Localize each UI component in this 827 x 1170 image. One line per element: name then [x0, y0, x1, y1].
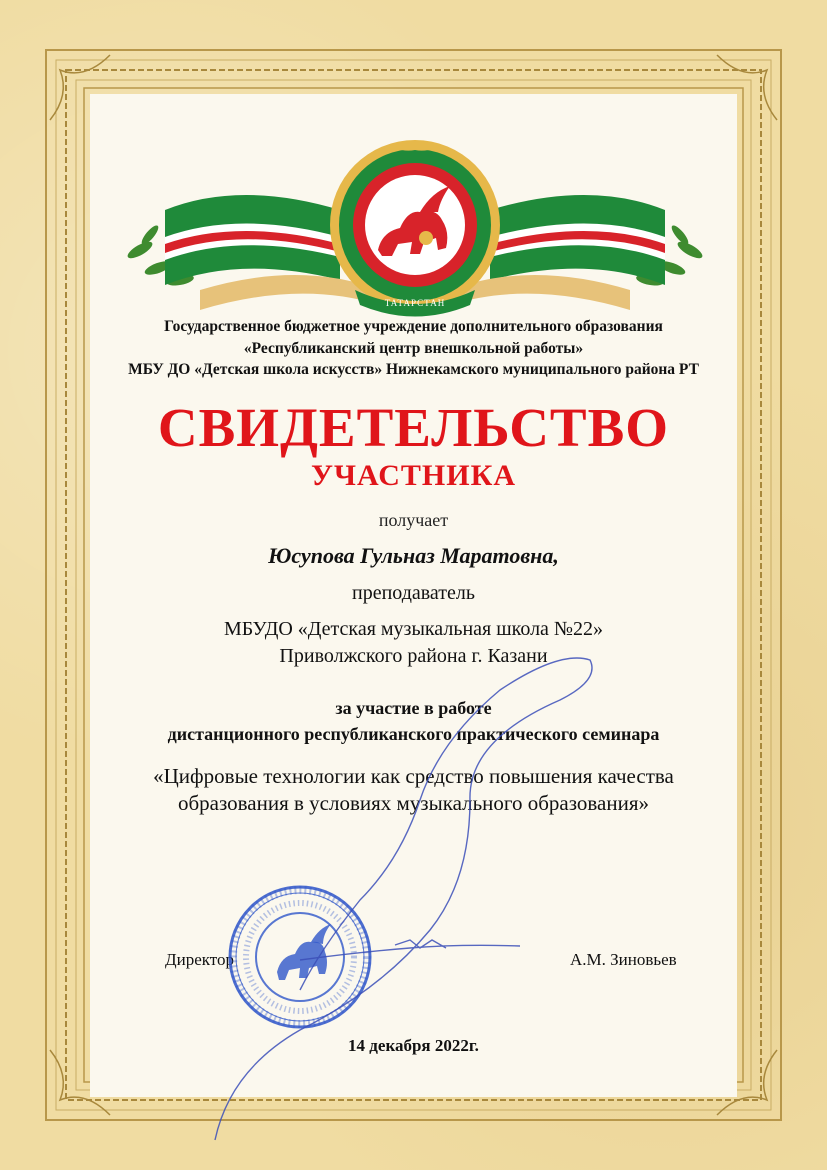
director-name: А.М. Зиновьев	[570, 950, 677, 969]
receives-label: получает	[378, 510, 449, 530]
topic-line-1: «Цифровые технологии как средство повышения качества	[153, 764, 674, 788]
official-seal-icon	[225, 882, 375, 1032]
document-subtitle: УЧАСТНИКА	[311, 459, 516, 492]
tatarstan-coat-of-arms-icon	[120, 140, 710, 320]
organization-line-1: Государственное бюджетное учреждение дополнительного образования	[164, 318, 663, 335]
recipient-position: преподаватель	[351, 582, 476, 604]
emblem-ribbon-text: ТАТАРСТАН	[384, 298, 446, 308]
school-line-2: Приволжского района г. Казани	[279, 645, 548, 667]
school-line-1: МБУДО «Детская музыкальная школа №22»	[223, 618, 604, 640]
organization-line-2: «Республиканский центр внешкольной работы»	[243, 340, 584, 357]
organization-line-3: МБУ ДО «Детская школа искусств» Нижнекамского муниципального района РТ	[128, 361, 699, 378]
recipient-name: Юсупова Гульназ Маратовна,	[268, 543, 559, 568]
director-label: Директор	[165, 950, 234, 969]
topic-line-2: образования в условиях музыкального образования»	[177, 791, 650, 815]
document-title: СВИДЕТЕЛЬСТВО	[157, 397, 670, 458]
reason-line-2: дистанционного республиканского практического семинара	[167, 724, 660, 744]
issue-date: 14 декабря 2022г.	[348, 1036, 479, 1055]
reason-line-1: за участие в работе	[335, 698, 492, 718]
